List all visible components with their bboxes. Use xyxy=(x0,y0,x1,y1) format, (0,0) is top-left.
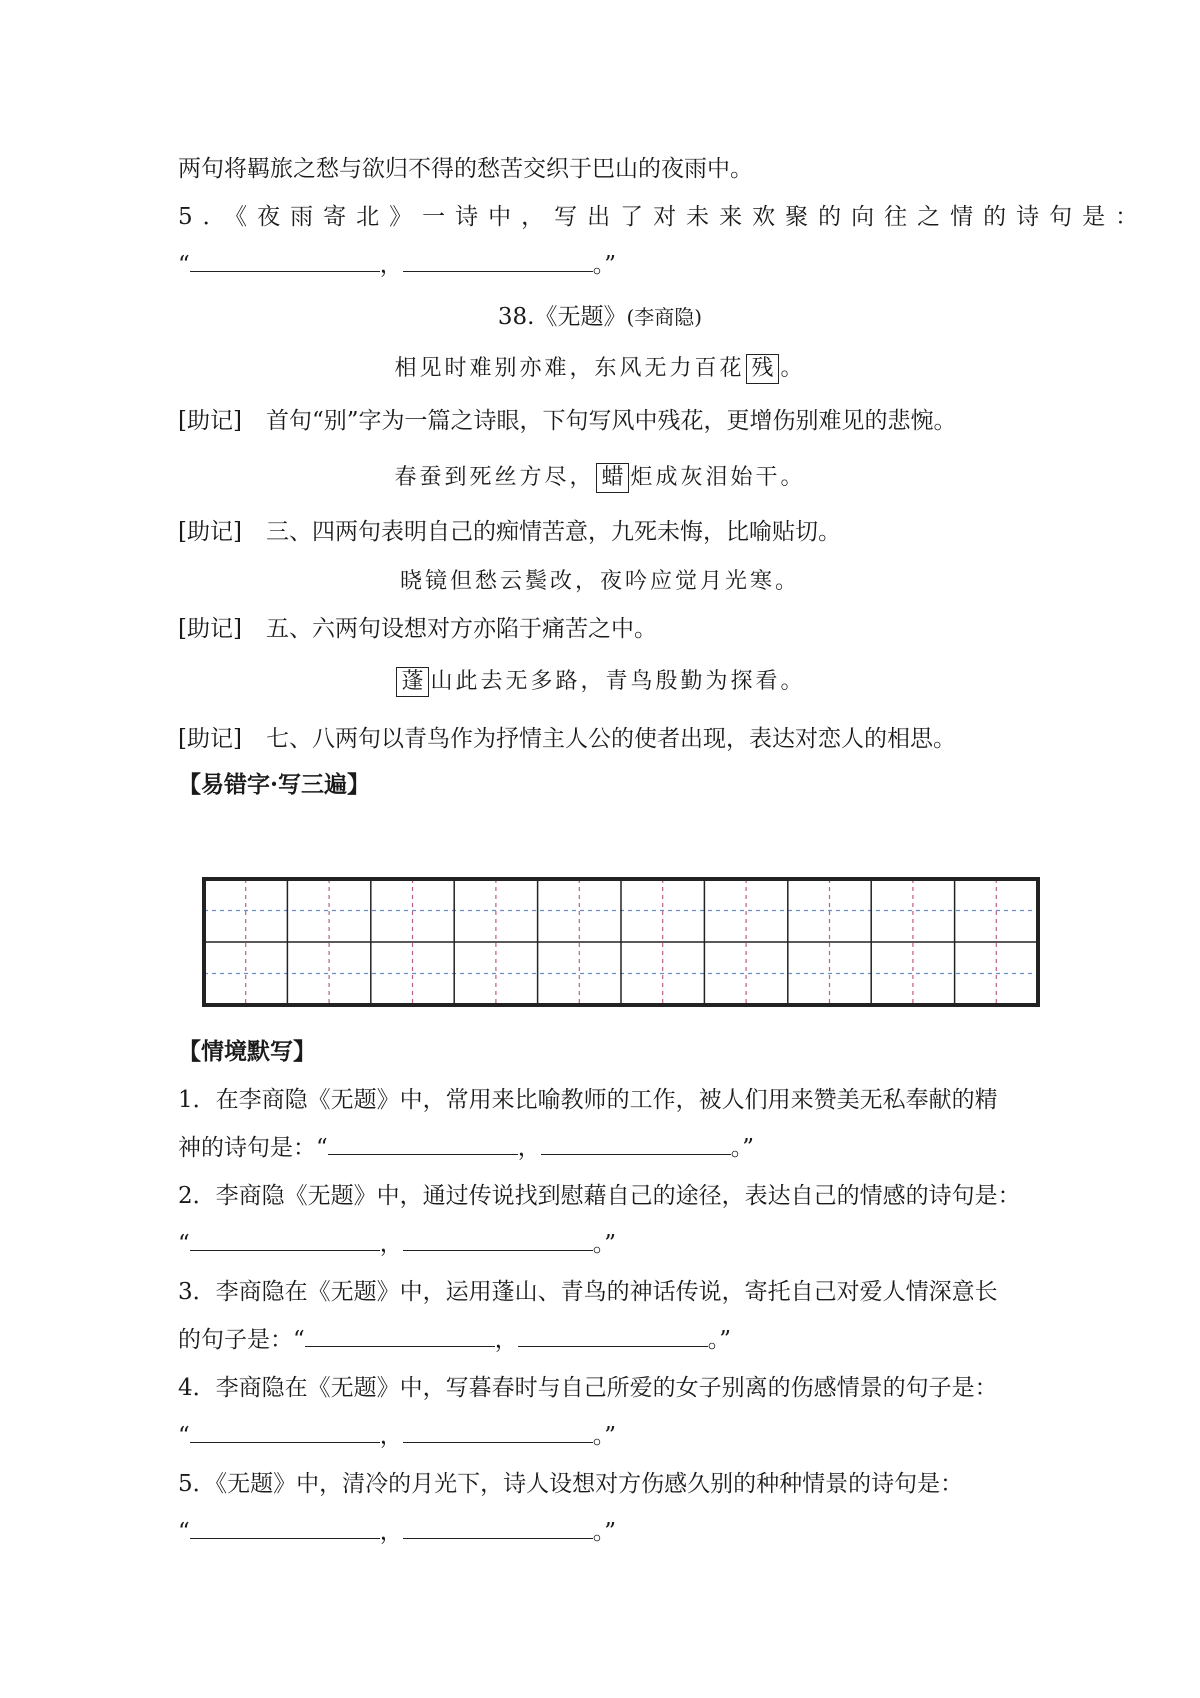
highlighted-character: 蓬 xyxy=(396,667,428,697)
poem-text: 。 xyxy=(780,356,806,381)
poem-text: 相见时难别亦难，东风无力百花 xyxy=(394,356,745,381)
note-tag: [助记] xyxy=(178,726,242,752)
question-5-text: 5．《夜雨寄北》一诗中，写出了对未来欢聚的向往之情的诗句是： xyxy=(178,204,1149,230)
close-quote: 。” xyxy=(592,1423,617,1449)
question-3-text: 3．李商隐在《无题》中，运用蓬山、青鸟的神话传说，寄托自己对爱人情深意长 xyxy=(178,1279,998,1305)
answer-blank[interactable] xyxy=(190,249,380,272)
comma: ， xyxy=(379,1519,403,1545)
open-quote: “ xyxy=(178,1519,190,1545)
memory-note xyxy=(178,612,1028,646)
question-1-text: 1．在李商隐《无题》中，常用来比喻教师的工作，被人们用来赞美无私奉献的精 xyxy=(178,1087,998,1113)
note-text: 五、六两句设想对方亦陷于痛苦之中。 xyxy=(266,616,657,642)
answer-blanks-row xyxy=(178,1227,1028,1261)
comma: ， xyxy=(494,1327,518,1353)
question-5-text: 5．《无题》中，清冷的月光下，诗人设想对方伤感久别的种种情景的诗句是： xyxy=(178,1471,964,1497)
answer-blank[interactable] xyxy=(190,1228,380,1251)
question-text: 的句子是：“ xyxy=(178,1327,305,1353)
writing-practice-grid[interactable] xyxy=(202,877,1040,1007)
poem-text: 山此去无多路，青鸟殷勤为探看。 xyxy=(430,669,806,694)
poem-line xyxy=(0,461,1200,495)
open-quote: “ xyxy=(178,1231,190,1257)
answer-blank[interactable] xyxy=(190,1516,380,1539)
poem-author: (李商隐) xyxy=(626,305,703,329)
highlighted-character: 残 xyxy=(746,354,778,384)
situation-heading: 【情境默写】 xyxy=(178,1038,316,1065)
answer-blank[interactable] xyxy=(403,1516,593,1539)
memory-note xyxy=(178,515,1028,549)
note-tag: [助记] xyxy=(178,519,242,545)
paragraph-line: 两句将羁旅之愁与欲归不得的愁苦交织于巴山的夜雨中。 xyxy=(178,156,753,182)
answer-blank[interactable] xyxy=(518,1324,708,1347)
poem-text: 春蚕到死丝方尽， xyxy=(394,465,595,490)
note-tag: [助记] xyxy=(178,616,242,642)
answer-blanks-row xyxy=(178,1419,1028,1453)
comma: ， xyxy=(379,252,403,278)
note-text: 首句“别”字为一篇之诗眼，下句写风中残花，更增伤别难见的悲惋。 xyxy=(266,408,957,434)
open-quote: “ xyxy=(178,1423,190,1449)
poem-text: 炬成灰泪始干。 xyxy=(630,465,806,490)
poem-title: 38.《无题》 xyxy=(497,304,627,330)
close-quote: 。” xyxy=(592,252,617,278)
comma: ， xyxy=(379,1231,403,1257)
answer-blanks-row xyxy=(178,248,1028,282)
answer-blanks-row xyxy=(178,1515,1028,1549)
note-tag: [助记] xyxy=(178,408,242,434)
memory-note xyxy=(178,404,1028,438)
question-text: 神的诗句是：“ xyxy=(178,1135,328,1161)
close-quote: 。” xyxy=(592,1231,617,1257)
question-4-text: 4．李商隐在《无题》中，写暮春时与自己所爱的女子别离的伤感情景的句子是： xyxy=(178,1375,998,1401)
comma: ， xyxy=(517,1135,541,1161)
answer-blank[interactable] xyxy=(541,1132,731,1155)
answer-blanks-row xyxy=(178,1131,1028,1165)
practice-heading: 【易错字·写三遍】 xyxy=(178,771,371,798)
answer-blank[interactable] xyxy=(403,1420,593,1443)
poem-line xyxy=(0,352,1200,386)
close-quote: 。” xyxy=(707,1327,732,1353)
note-text: 七、八两句以青鸟作为抒情主人公的使者出现，表达对恋人的相思。 xyxy=(266,726,956,752)
answer-blank[interactable] xyxy=(403,249,593,272)
highlighted-character: 蜡 xyxy=(596,463,628,493)
poem-line xyxy=(0,665,1200,699)
section-heading xyxy=(0,300,1200,334)
memory-note xyxy=(178,722,1028,756)
answer-blanks-row xyxy=(178,1323,1028,1357)
answer-blank[interactable] xyxy=(305,1324,495,1347)
answer-blank[interactable] xyxy=(190,1420,380,1443)
question-2-text: 2．李商隐《无题》中，通过传说找到慰藉自己的途径，表达自己的情感的诗句是： xyxy=(178,1183,1021,1209)
comma: ， xyxy=(379,1423,403,1449)
open-quote: “ xyxy=(178,252,190,278)
poem-line: 晓镜但愁云鬓改，夜吟应觉月光寒。 xyxy=(399,569,800,594)
answer-blank[interactable] xyxy=(328,1132,518,1155)
answer-blank[interactable] xyxy=(403,1228,593,1251)
note-text: 三、四两句表明自己的痴情苦意，九死未悔，比喻贴切。 xyxy=(266,519,841,545)
close-quote: 。” xyxy=(592,1519,617,1545)
close-quote: 。” xyxy=(730,1135,755,1161)
